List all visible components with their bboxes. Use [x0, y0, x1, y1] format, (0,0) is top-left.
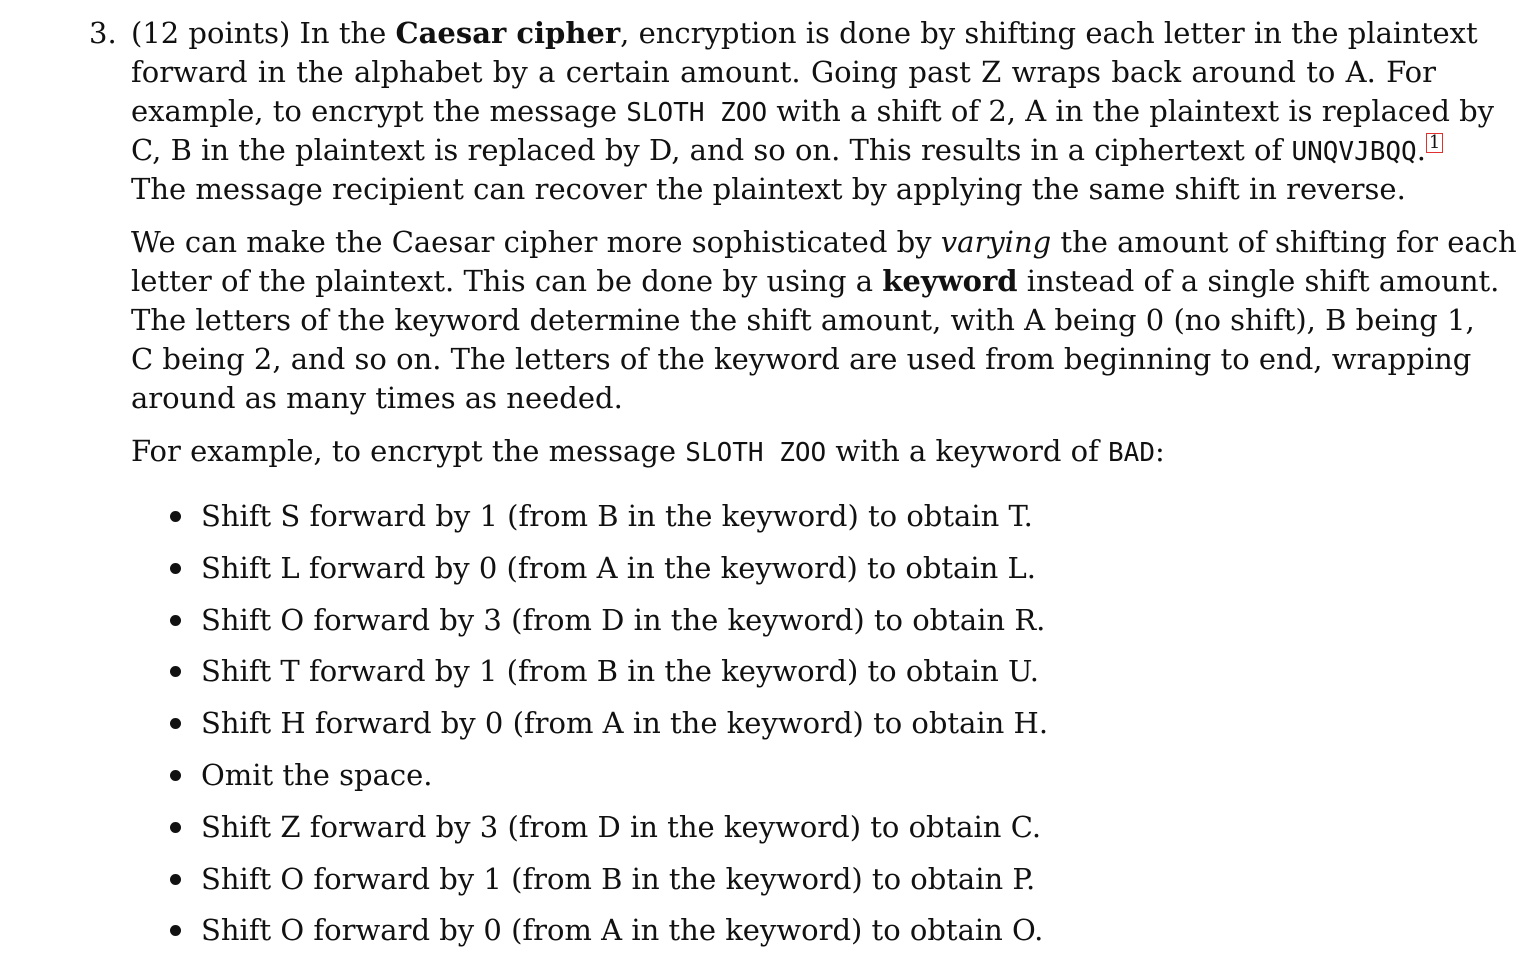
bullet-icon: [170, 822, 181, 833]
text-line: For example, to encrypt the message SLOTH ZOO with a keyword of BAD:: [131, 434, 1165, 468]
list-item: Shift Z forward by 3 (from D in the keyword) to obtain C.: [131, 805, 1131, 857]
list-item: Shift H forward by 0 (from A in the keyword) to obtain H.: [131, 701, 1131, 753]
text-line: example, to encrypt the message SLOTH ZOO with a shift of 2, A in the plaintext is replaced by: [131, 94, 1495, 128]
bullet-icon: [170, 511, 181, 522]
code-plaintext: SLOTH ZOO: [685, 438, 827, 468]
text-line: C, B in the plaintext is replaced by D, and so on. This results in a ciphertext of UNQVJBQQ. 1: [131, 131, 1436, 170]
problem-number: 3.: [89, 16, 117, 50]
list-item: Shift L forward by 0 (from A in the keyword) to obtain L.: [131, 546, 1131, 598]
bullet-icon: [170, 666, 181, 677]
text-line: letter of the plaintext. This can be done by using a keyword instead of a single shift amount.: [131, 264, 1500, 298]
footnote-link[interactable]: 1: [1426, 133, 1443, 153]
paragraph-example: [131, 432, 1436, 471]
paragraph-keyword: [131, 223, 1517, 418]
text-line: (12 points) In the Caesar cipher, encryption is done by shifting each letter in the plaintext: [131, 16, 1478, 50]
list-item: Shift O forward by 1 (from B in the keyword) to obtain P.: [131, 857, 1131, 909]
bullet-icon: [170, 563, 181, 574]
bullet-icon: [170, 770, 181, 781]
code-plaintext: SLOTH ZOO: [626, 98, 768, 128]
text-line: The message recipient can recover the plaintext by applying the same shift in reverse.: [131, 172, 1406, 206]
bullet-icon: [170, 874, 181, 885]
code-ciphertext: UNQVJBQQ: [1291, 137, 1417, 167]
list-item: Shift O forward by 3 (from D in the keyword) to obtain R.: [131, 598, 1131, 650]
term-caesar-cipher: Caesar cipher: [395, 16, 621, 50]
encryption-steps-list: [131, 494, 1131, 960]
term-keyword: keyword: [882, 264, 1018, 298]
emphasis-varying: varying: [940, 225, 1052, 259]
list-item: Shift S forward by 1 (from B in the keyword) to obtain T.: [131, 494, 1131, 546]
list-item: Omit the space.: [131, 753, 1131, 805]
code-keyword: BAD: [1108, 438, 1155, 468]
text-line: The letters of the keyword determine the shift amount, with A being 0 (no shift), B being 1,: [131, 303, 1475, 337]
bullet-icon: [170, 615, 181, 626]
paragraph-intro: [131, 14, 1495, 209]
text-line: around as many times as needed.: [131, 381, 623, 415]
text-line: We can make the Caesar cipher more sophisticated by varying the amount of shifting for each: [131, 225, 1517, 259]
list-item: Shift T forward by 1 (from B in the keyword) to obtain U.: [131, 649, 1131, 701]
text-line: C being 2, and so on. The letters of the keyword are used from beginning to end, wrapping: [131, 342, 1472, 376]
bullet-icon: [170, 718, 181, 729]
bullet-icon: [170, 925, 181, 936]
list-item: Shift O forward by 0 (from A in the keyword) to obtain O.: [131, 908, 1131, 960]
text-line: forward in the alphabet by a certain amount. Going past Z wraps back around to A. For: [131, 55, 1436, 89]
